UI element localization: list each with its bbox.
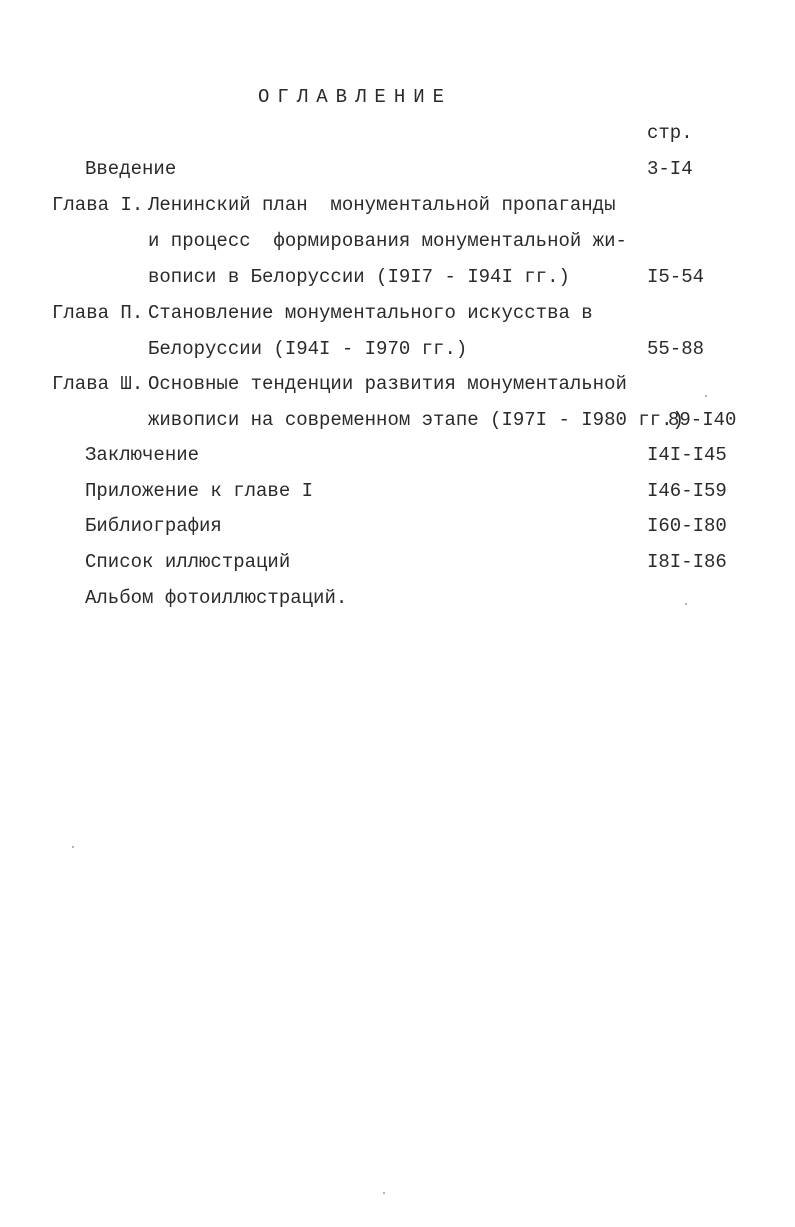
chapter-2-label: Глава П. <box>52 302 144 324</box>
chapter-2-line-1: Становление монументального искусства в <box>148 302 593 324</box>
chapter-1-pages: I5-54 <box>647 266 705 288</box>
chapter-3-line-1: Основные тенденции развития монументальной <box>148 373 627 395</box>
toc-pages-introduction: 3-I4 <box>647 158 693 180</box>
page-column-header: стр. <box>647 122 693 144</box>
scan-speck <box>685 603 687 605</box>
scan-speck <box>383 1192 385 1194</box>
scan-speck <box>72 846 74 848</box>
toc-entry-photo-album: Альбом фотоиллюстраций. <box>85 587 348 609</box>
scan-speck <box>705 395 707 397</box>
toc-entry-introduction: Введение <box>85 158 177 180</box>
chapter-2-pages: 55-88 <box>647 338 705 360</box>
toc-entry-appendix: Приложение к главе I <box>85 480 314 502</box>
page-title: ОГЛАВЛЕНИЕ <box>258 86 453 108</box>
toc-pages-illustrations: I8I-I86 <box>647 551 727 573</box>
toc-entry-illustrations: Список иллюстраций <box>85 551 291 573</box>
chapter-1-line-2: и процесс формирования монументальной жи- <box>148 230 627 252</box>
toc-pages-conclusion: I4I-I45 <box>647 444 727 466</box>
chapter-3-line-2: живописи на современном этапе (I97I - I980 гг.) <box>148 409 684 431</box>
chapter-3-label: Глава Ш. <box>52 373 144 395</box>
chapter-1-line-3: вописи в Белоруссии (I9I7 - I94I гг.) <box>148 266 570 288</box>
chapter-3-pages: 89-I40 <box>668 409 737 431</box>
toc-pages-bibliography: I60-I80 <box>647 515 727 537</box>
toc-entry-bibliography: Библиография <box>85 515 222 537</box>
toc-entry-conclusion: Заключение <box>85 444 200 466</box>
chapter-1-line-1: Ленинский план монументальной пропаганды <box>148 194 616 216</box>
chapter-2-line-2: Белоруссии (I94I - I970 гг.) <box>148 338 468 360</box>
toc-pages-appendix: I46-I59 <box>647 480 727 502</box>
chapter-1-label: Глава I. <box>52 194 144 216</box>
